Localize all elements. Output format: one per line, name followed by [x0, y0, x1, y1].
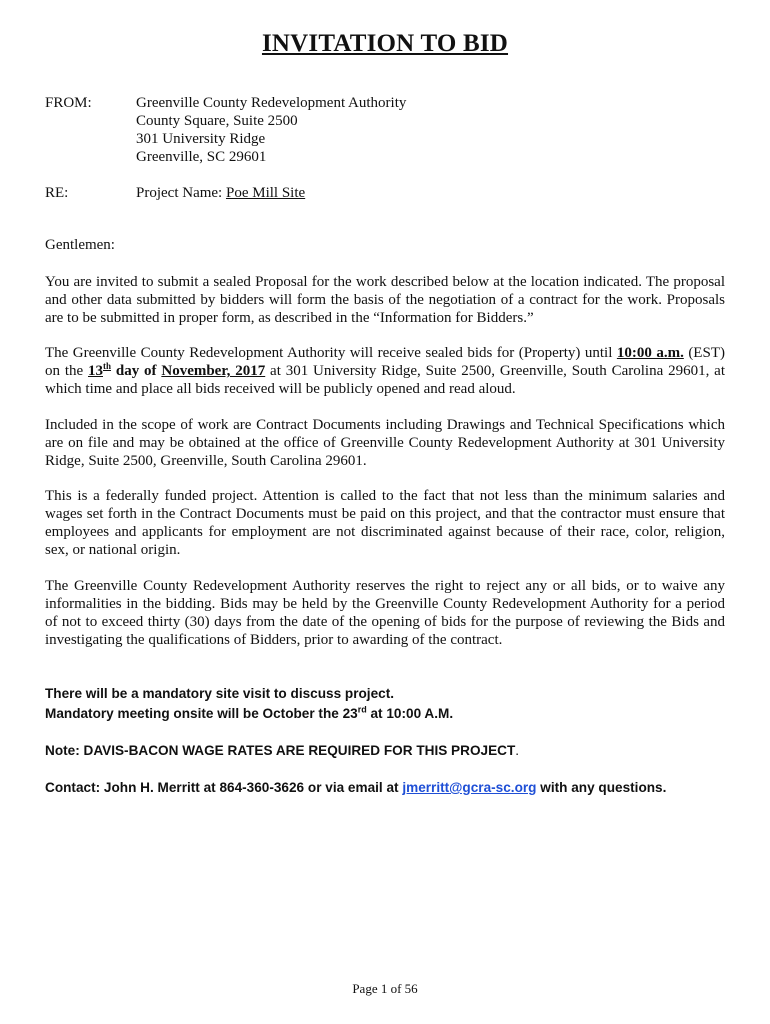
- paragraph-bid-deadline: The Greenville County Redevelopment Authority will receive sealed bids for (Property) until 10:00 a.m. (EST) on the 13th day of November, 2017 at 301 University Ridge, Suite 2500, Greenville, South Carolina 29601, at which time and place all bids received will be publicly opened and read aloud.: [45, 345, 725, 397]
- bid-time: 10:00 a.m.: [616, 345, 684, 361]
- bid-month-year: November, 2017: [161, 363, 266, 379]
- meeting-line: Mandatory meeting onsite will be October the 23rd at 10:00 A.M.: [45, 704, 454, 721]
- paragraph-invitation: You are invited to submit a sealed Proposal for the work described below at the location indicated. The proposal and other data submitted by bidders will form the basis of the negotiation of a contract for the work. Proposals are to be submitted in proper form, as described in the “Information for Bidders.”: [45, 274, 725, 326]
- re-label: RE:: [45, 185, 69, 201]
- salutation: Gentlemen:: [45, 237, 115, 253]
- from-line: Greenville County Redevelopment Authority: [136, 95, 407, 111]
- contact-email-link[interactable]: jmerritt@gcra-sc.org: [402, 780, 537, 795]
- site-visit-notice: [45, 684, 735, 724]
- from-line: Greenville, SC 29601: [136, 149, 267, 165]
- re-prefix: Project Name:: [136, 185, 226, 201]
- from-label: FROM:: [45, 95, 92, 111]
- from-line: 301 University Ridge: [136, 131, 266, 147]
- site-visit-line: There will be a mandatory site visit to discuss project.: [45, 686, 395, 701]
- re-value: [136, 184, 736, 202]
- project-name: Poe Mill Site: [225, 185, 306, 201]
- paragraph-scope: Included in the scope of work are Contract Documents including Drawings and Technical Specifications which are on file and may be obtained at the office of Greenville County Redevelopment Authority at 301 University Ridge, Suite 2500, Greenville, South Carolina 29601.: [45, 417, 725, 469]
- paragraph-federal: This is a federally funded project. Attention is called to the fact that not less than the minimum salaries and wages set forth in the Contract Documents must be paid on this project, and that the contractor must ensure that employees and applicants for employment are not discriminated against because of their race, color, religion, sex, or national origin.: [45, 488, 725, 558]
- document-title: INVITATION TO BID: [261, 30, 509, 57]
- paragraph-reservation: The Greenville County Redevelopment Authority reserves the right to reject any or all bids, or to waive any informalities in the bidding. Bids may be held by the Greenville County Redevelopment Authority for a period of not to exceed thirty (30) days from the date of the opening of bids for the purpose of reviewing the Bids and investigating the qualifications of Bidders, prior to awarding of the contract.: [45, 578, 725, 648]
- contact-line: Contact: John H. Merritt at 864-360-3626 or via email at jmerritt@gcra-sc.org with any questions.: [45, 780, 667, 795]
- from-line: County Square, Suite 2500: [136, 113, 298, 129]
- bid-day: 13: [88, 363, 103, 379]
- page-number: Page 1 of 56: [352, 981, 418, 996]
- from-address: [136, 94, 736, 166]
- davis-bacon-note: Note: DAVIS-BACON WAGE RATES ARE REQUIRED FOR THIS PROJECT.: [45, 743, 520, 758]
